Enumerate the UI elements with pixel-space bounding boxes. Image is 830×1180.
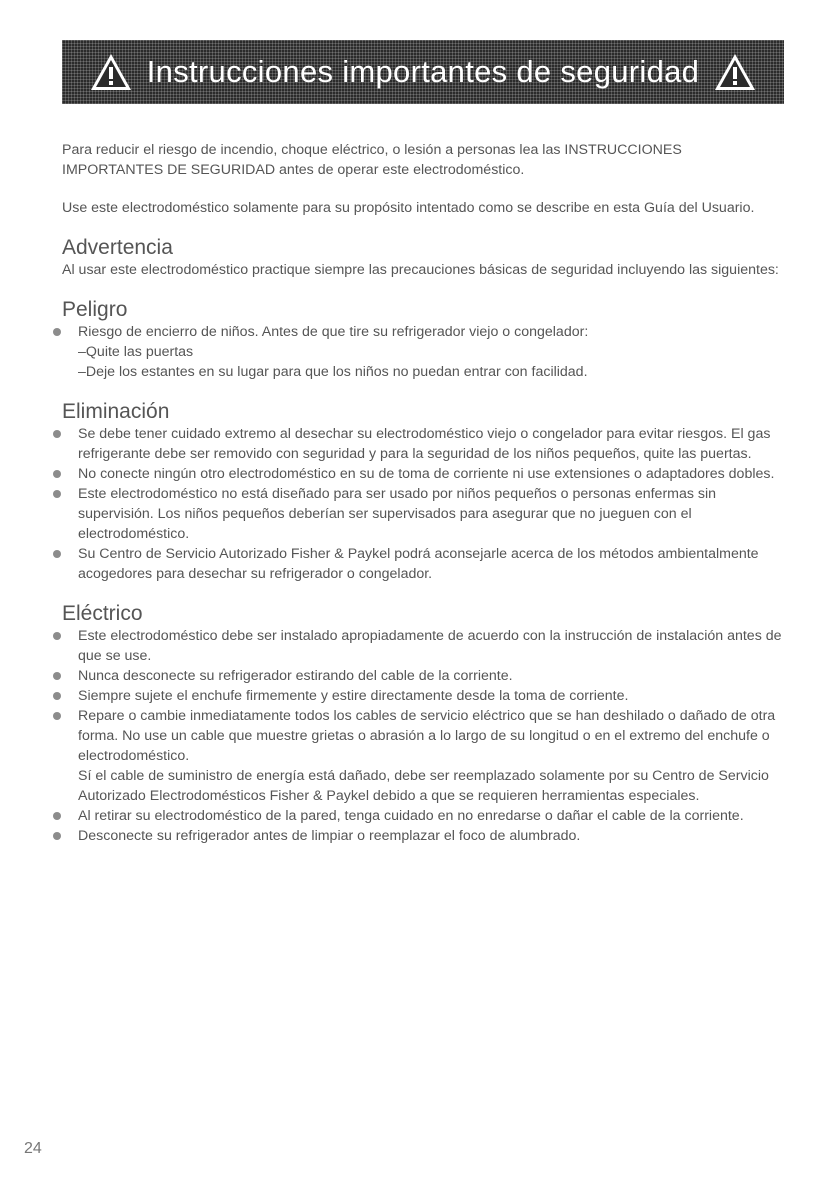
list-item [62,686,784,706]
section-advertencia [62,236,784,280]
list-item [62,826,784,846]
list-item-subline: Sí el cable de suministro de energía está dañado, debe ser reemplazado solamente por su Centro de Servicio Autorizado Electrodomésticos Fisher & Paykel debido a que se requieren herramientas especiales. [78,768,769,804]
bullet-icon [53,692,61,700]
list-item-text: Repare o cambie inmediatamente todos los cables de servicio eléctrico que se han deshilado o dañado de otra forma. No use un cable que muestre grietas o abrasión a lo largo de su longitud o en el extremo del enchufe o electrodoméstico. [78,708,776,764]
section-title: Advertencia [62,236,173,259]
section-peligro [62,298,784,382]
warning-triangle-icon [713,52,757,92]
bullet-list [62,626,784,846]
bullet-icon [53,490,61,498]
list-item [62,706,784,806]
section-electrico [62,602,784,846]
bullet-list [62,322,784,382]
safety-banner [62,40,784,104]
section-title: Eléctrico [62,602,143,625]
list-item [62,464,784,484]
list-item-text: Riesgo de encierro de niños. Antes de que tire su refrigerador viejo o congelador: [78,324,589,340]
bullet-icon [53,632,61,640]
list-item [62,806,784,826]
bullet-icon [53,672,61,680]
list-item [62,544,784,584]
list-item [62,626,784,666]
page-number: 24 [24,1140,42,1157]
list-item-text: Siempre sujete el enchufe firmemente y estire directamente desde la toma de corriente. [78,688,629,704]
bullet-icon [53,430,61,438]
section-title: Peligro [62,298,128,321]
bullet-icon [53,812,61,820]
list-item [62,424,784,464]
list-item-text: Se debe tener cuidado extremo al desechar su electrodoméstico viejo o congelador para evitar riesgos. El gas refrigerante debe ser removido con seguridad y para la seguridad de los niños pequeños, quite las puertas. [78,426,771,462]
warning-triangle-icon [89,52,133,92]
bullet-list [62,424,784,584]
section-eliminacion [62,400,784,584]
list-item-text: No conecte ningún otro electrodoméstico en su de toma de corriente ni use extensiones o adaptadores dobles. [78,466,775,482]
intro-paragraph: Use este electrodoméstico solamente para su propósito intentado como se describe en esta Guía del Usuario. [62,200,755,216]
page-content [62,140,784,864]
bullet-icon [53,712,61,720]
list-item-text: Desconecte su refrigerador antes de limpiar o reemplazar el foco de alumbrado. [78,828,581,844]
section-text: Al usar este electrodoméstico practique siempre las precauciones básicas de seguridad incluyendo las siguientes: [62,262,779,278]
bullet-icon [53,470,61,478]
section-title: Eliminación [62,400,170,423]
list-item-text: Este electrodoméstico debe ser instalado apropiadamente de acuerdo con la instrucción de instalación antes de que se use. [78,628,782,664]
list-item-text: Nunca desconecte su refrigerador estirando del cable de la corriente. [78,668,513,684]
list-item-text: Este electrodoméstico no está diseñado para ser usado por niños pequeños o personas enfermas sin supervisión. Los niños pequeños deberían ser supervisados para asegurar que no jueguen con el electrodoméstico. [78,486,717,542]
list-item [62,322,784,382]
banner-title: Instrucciones importantes de seguridad [146,54,700,89]
list-item [62,484,784,544]
bullet-icon [53,328,61,336]
list-item-subline: –Quite las puertas [78,344,194,360]
list-item-subline: –Deje los estantes en su lugar para que los niños no puedan entrar con facilidad. [78,364,588,380]
intro-paragraph: Para reducir el riesgo de incendio, choque eléctrico, o lesión a personas lea las INSTRUCCIONES IMPORTANTES DE SEGURIDAD antes de operar este electrodoméstico. [62,142,682,178]
list-item [62,666,784,686]
bullet-icon [53,550,61,558]
list-item-text: Su Centro de Servicio Autorizado Fisher & Paykel podrá aconsejarle acerca de los métodos ambientalmente acogedores para desechar su refrigerador o congelador. [78,546,759,582]
list-item-text: Al retirar su electrodoméstico de la pared, tenga cuidado en no enredarse o dañar el cable de la corriente. [78,808,744,824]
bullet-icon [53,832,61,840]
